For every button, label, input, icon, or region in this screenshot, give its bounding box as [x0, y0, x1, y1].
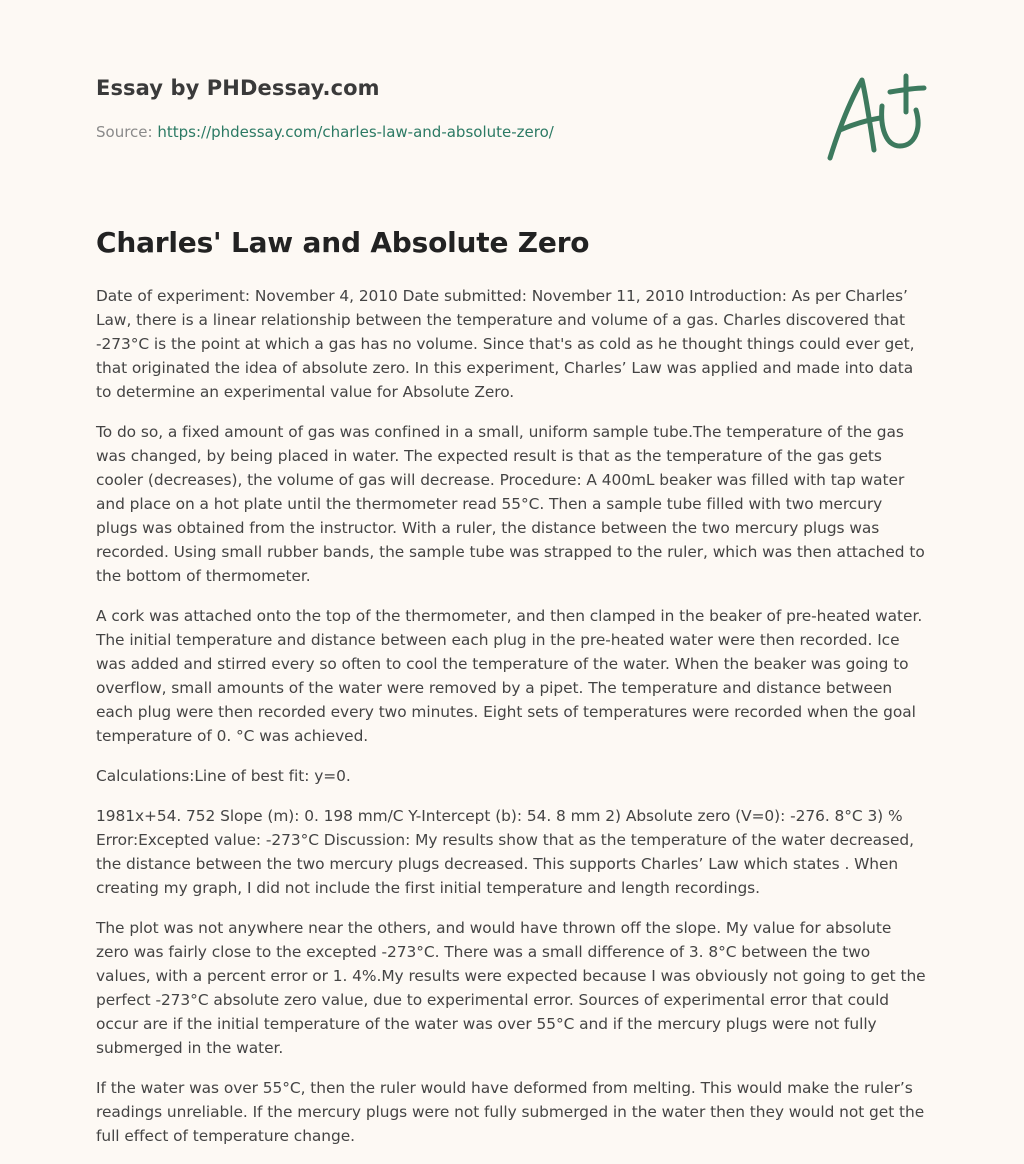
site-title: Essay by PHDessay.com — [96, 76, 380, 100]
paragraph: The plot was not anywhere near the others, and would have thrown off the slope. My value for absolute zero was fairly close to the excepted -273°C. There was a small difference of 3. 8°C between the two values, with a percent error or 1. 4%.My results were expected because I was obviously not going to get the perfect -273°C absolute zero value, due to experimental error. Sources of experimental error that could occur are if the initial temperature of the water was over 55°C and if the mercury plugs were not fully submerged in the water. — [96, 919, 926, 1057]
a-plus-logo-icon — [820, 66, 930, 166]
a-plus-logo — [820, 66, 930, 166]
paragraph: A cork was attached onto the top of the thermometer, and then clamped in the beaker of pre-heated water. The initial temperature and distance between each plug in the pre-heated water were then recorded. Ice was added and stirred every so often to cool the temperature of the water. When the beaker was going to overflow, small amounts of the water were removed by a pipet. The temperature and distance between each plug were then recorded every two minutes. Eight sets of temperatures were recorded when the goal temperature of 0. °C was achieved. — [96, 607, 923, 745]
paragraph: If the water was over 55°C, then the ruler would have deformed from melting. This would make the ruler’s readings unreliable. If the mercury plugs were not fully submerged in the water then they would not get the full effect of temperature change. — [96, 1079, 925, 1145]
source-link[interactable]: https://phdessay.com/charles-law-and-absolute-zero/ — [157, 123, 554, 141]
source-label: Source: — [96, 123, 153, 141]
source-line — [96, 123, 554, 141]
paragraph: Calculations:Line of best fit: y=0. — [96, 767, 351, 785]
document-title: Charles' Law and Absolute Zero — [96, 226, 590, 259]
paragraph: 1981x+54. 752 Slope (m): 0. 198 mm/C Y-Intercept (b): 54. 8 mm 2) Absolute zero (V=0): -276. 8°C 3) % Error:Excepted value: -273°C Discussion: My results show that as the temperature of the water decreased, the distance between the two mercury plugs decreased. This supports Charles’ Law which states . When creating my graph, I did not include the first initial temperature and length recordings. — [96, 807, 914, 897]
paragraph: To do so, a fixed amount of gas was confined in a small, uniform sample tube.The temperature of the gas was changed, by being placed in water. The expected result is that as the temperature of the gas gets cooler (decreases), the volume of gas will decrease. Procedure: A 400mL beaker was filled with tap water and place on a hot plate until the thermometer read 55°C. Then a sample tube filled with two mercury plugs was obtained from the instructor. With a ruler, the distance between the two mercury plugs was recorded. Using small rubber bands, the sample tube was strapped to the ruler, which was then attached to the bottom of thermometer. — [96, 423, 925, 585]
document-body — [96, 284, 928, 1164]
paragraph: Date of experiment: November 4, 2010 Date submitted: November 11, 2010 Introduction: As per Charles’ Law, there is a linear relationship between the temperature and volume of a gas. Charles discovered that -273°C is the point at which a gas has no volume. Since that's as cold as he thought things could ever get, that originated the idea of absolute zero. In this experiment, Charles’ Law was applied and made into data to determine an experimental value for Absolute Zero. — [96, 287, 915, 401]
